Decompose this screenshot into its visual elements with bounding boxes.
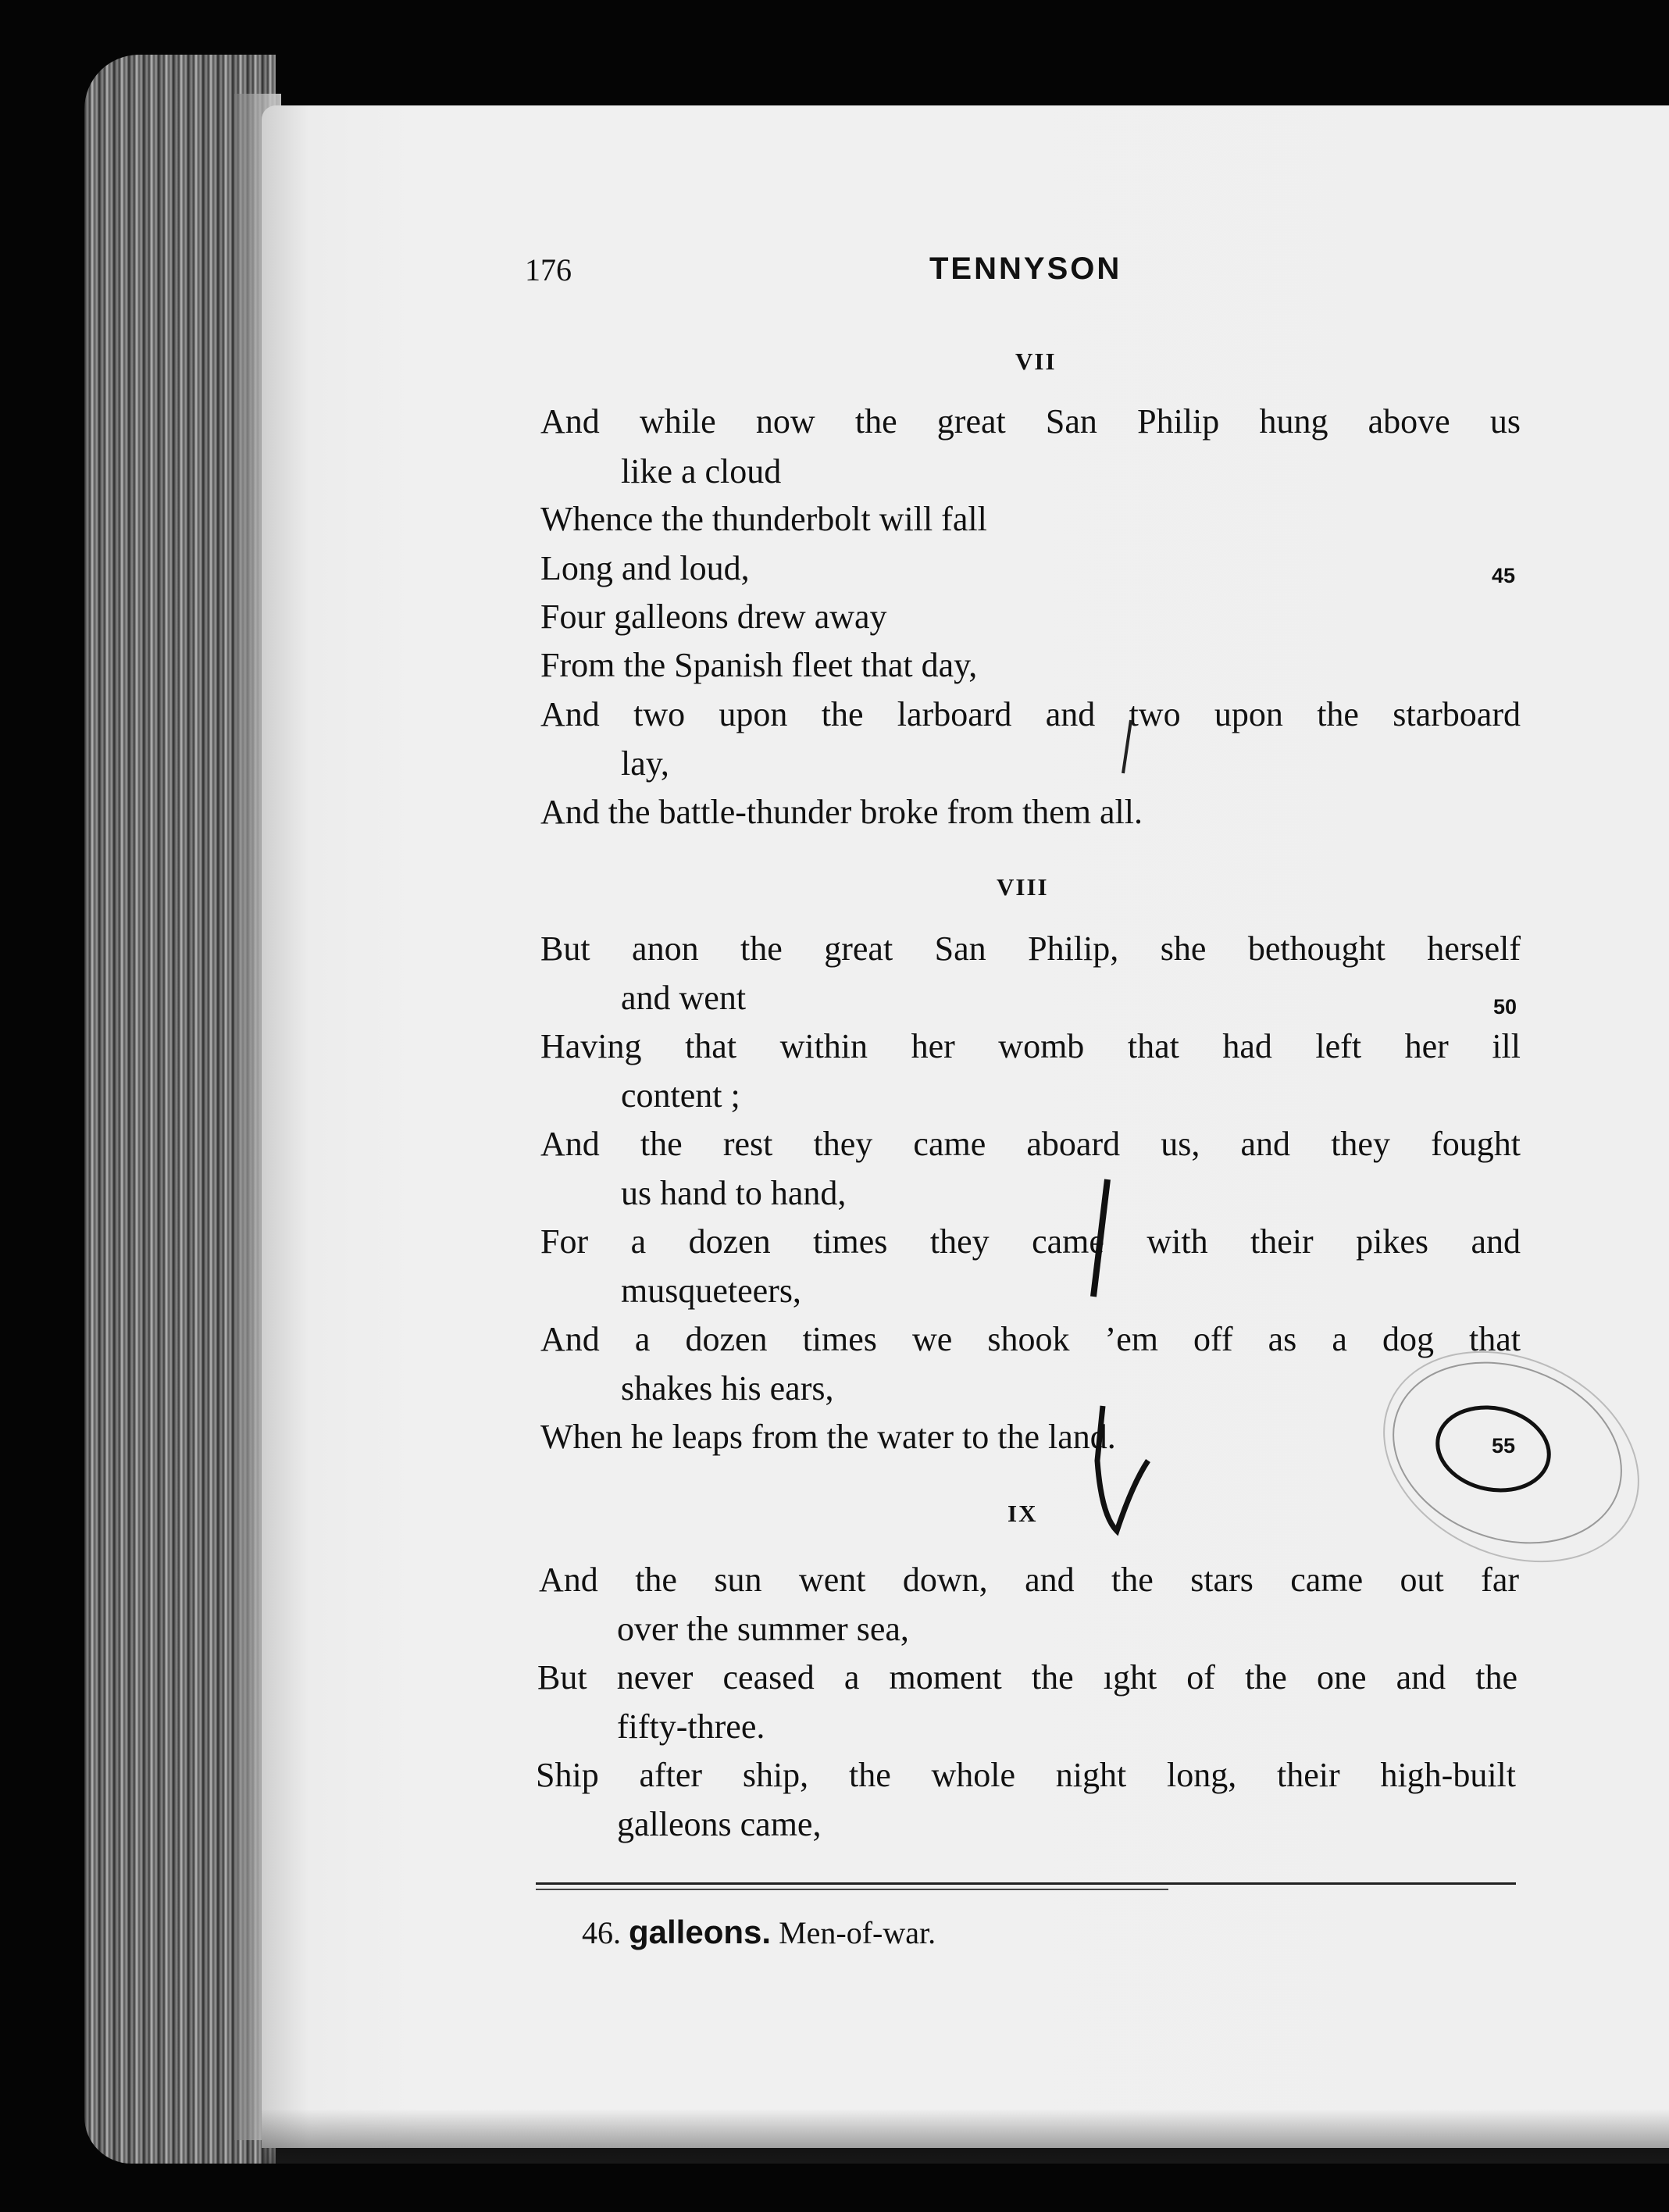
verse-line-continuation: shakes his ears,	[621, 1369, 834, 1407]
page-number: 176	[525, 252, 572, 287]
line-number: 45	[1492, 564, 1516, 587]
section-numeral: VIII	[997, 873, 1049, 901]
verse-line-continuation: and went	[621, 979, 747, 1017]
section-numeral: VII	[1015, 348, 1057, 375]
verse-line: And two upon the larboard and two upon the starboard	[540, 695, 1521, 733]
line-number: 55	[1492, 1434, 1516, 1457]
verse-line: But anon the great San Philip, she bethought herself	[540, 929, 1521, 968]
running-head: TENNYSON	[929, 252, 1122, 286]
verse-line-continuation: fifty-three.	[617, 1707, 765, 1746]
verse-line: And the battle-thunder broke from them all.	[540, 793, 1143, 831]
verse-line-continuation: lay,	[621, 744, 669, 783]
verse-line: Whence the thunderbolt will fall	[540, 500, 987, 538]
verse-line: Long and loud,	[540, 549, 750, 587]
verse-line: When he leaps from the water to the land.	[540, 1418, 1116, 1456]
footnote-number: 46.	[582, 1915, 621, 1950]
verse-line: Four galleons drew away	[540, 598, 887, 636]
page-bottom-shadow	[262, 2109, 1669, 2164]
footnote	[582, 1914, 936, 1951]
verse-line: And while now the great San Philip hung above us	[540, 402, 1521, 441]
footnote-gloss: Men-of-war.	[779, 1915, 936, 1950]
verse-line-continuation: musqueteers,	[621, 1272, 801, 1310]
verse-line-continuation: content ;	[621, 1076, 740, 1115]
verse-line: For a dozen times they came with their pikes and	[540, 1222, 1521, 1261]
section-numeral: IX	[1007, 1500, 1038, 1527]
footnote-term: galleons.	[629, 1914, 772, 1950]
line-number: 50	[1493, 995, 1517, 1019]
verse-line: And a dozen times we shook ’em off as a dog that	[540, 1320, 1521, 1358]
footnote-rule	[536, 1882, 1516, 1885]
verse-line-continuation: like a cloud	[621, 452, 782, 491]
verse-line: Having that within her womb that had left her ill	[540, 1027, 1521, 1065]
verse-line: From the Spanish fleet that day,	[540, 646, 978, 684]
verse-line: Ship after ship, the whole night long, their high-built	[536, 1756, 1516, 1794]
verse-line: But never ceased a moment the ıght of the one and the	[537, 1658, 1517, 1696]
footnote-rule-short	[536, 1889, 1168, 1890]
verse-line: And the rest they came aboard us, and they fought	[540, 1125, 1521, 1163]
verse-line-continuation: over the summer sea,	[617, 1610, 909, 1648]
verse-line: And the sun went down, and the stars came out far	[539, 1561, 1519, 1599]
verse-line-continuation: galleons came,	[617, 1805, 822, 1843]
verse-line-continuation: us hand to hand,	[621, 1174, 847, 1212]
